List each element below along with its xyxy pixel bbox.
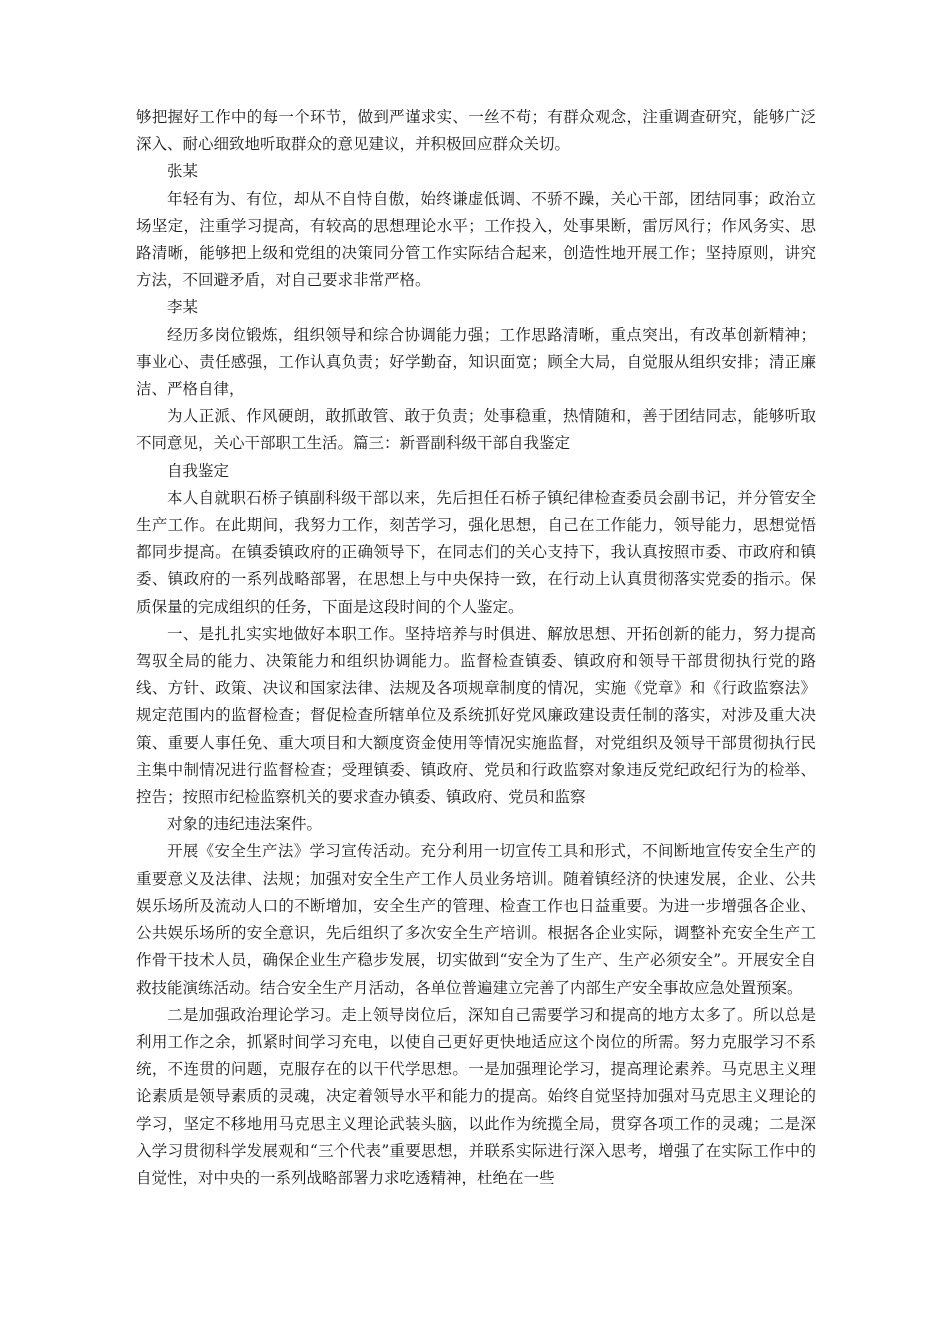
paragraph-zhang-evaluation: 年轻有为、有位，却从不自恃自傲，始终谦虚低调、不骄不躁，关心干部，团结同事；政治立场坚定，注重学习提高，有较高的思想理论水平；工作投入，处事果断，雷厉风行；作风务实、思路清晰，能够把上级和党组的决策同分管工作实际结合起来，创造性地开展工作；坚持原则，讲究方法，不回避矛盾，对自己要求非常严格。 xyxy=(136,189,816,290)
heading-name-li: 李某 xyxy=(167,298,199,317)
paragraph-section-one: 一、是扎扎实实地做好本职工作。坚持培养与时俱进、解放思想、开拓创新的能力，努力提高驾驭全局的能力、决策能力和组织协调能力。监督检查镇委、镇政府和领导干部贯彻执行党的路线、方针、政策、决议和国家法律、法规及各项规章制度的情况，实施《党章》和《行政监察法》规定范围内的监督检查；督促检查所辖单位及系统抓好党风廉政建设责任制的落实，对涉及重大决策、重要人事任免、重大项目和大额度资金使用等情况实施监督，对党组织及领导干部贯彻执行民主集中制情况进行监督检查；受理镇委、镇政府、党员和行政监察对象违反党纪政纪行为的检举、控告；按照市纪检监察机关的要求查办镇委、镇政府、党员和监察 xyxy=(136,624,816,807)
heading-self-appraisal: 自我鉴定 xyxy=(167,461,230,480)
heading-name-zhang: 张某 xyxy=(167,162,199,181)
paragraph-section-two: 二是加强政治理论学习。走上领导岗位后，深知自己需要学习和提高的地方太多了。所以总是利用工作之余，抓紧时间学习充电，以使自己更好更快地适应这个岗位的所需。努力克服学习不系统，不连贯的问题，克服存在的以干代学思想。一是加强理论学习，提高理论素养。马克思主义理论素质是领导素质的灵魂，决定着领导水平和能力的提高。始终自觉坚持加强对马克思主义理论的学习，坚定不移地用马克思主义理论武装头脑，以此作为统揽全局，贯穿各项工作的灵魂；二是深入学习贯彻科学发展观和“三个代表”重要思想，并联系实际进行深入思考，增强了在实际工作中的自觉性，对中央的一系列战略部署力求吃透精神，杜绝在一些 xyxy=(136,1005,816,1187)
paragraph-li-evaluation: 经历多岗位锻炼，组织领导和综合协调能力强；工作思路清晰，重点突出，有改革创新精神；事业心、责任感强，工作认真负责；好学勤奋，知识面宽；顾全大局，自觉服从组织安排；清正廉洁、严格自律， xyxy=(136,325,816,399)
paragraph-section-one-end: 对象的违纪违法案件。 xyxy=(167,815,323,834)
paragraph-li-evaluation-continued: 为人正派、作风硬朗，敢抓敢管、敢于负责；处事稳重，热情随和，善于团结同志，能够听取不同意见，关心干部职工生活。篇三：新晋副科级干部自我鉴定 xyxy=(136,407,816,453)
paragraph-safety-law: 开展《安全生产法》学习宣传活动。充分利用一切宣传工具和形式，不间断地宣传安全生产的重要意义及法律、法规；加强对安全生产工作人员业务培训。随着镇经济的快速发展，企业、公共娱乐场所及流动人口的不断增加，安全生产的管理、检查工作也日益重要。为进一步增强各企业、公共娱乐场所的安全意识，先后组织了多次安全生产培训。根据各企业实际，调整补充安全生产工作骨干技术人员，确保企业生产稳步发展，切实做到“安全为了生产、生产必须安全”。开展安全自救技能演练活动。结合安全生产月活动，各单位普遍建立完善了内部生产安全事故应急处置预案。 xyxy=(136,842,816,997)
document-body xyxy=(136,104,816,1192)
paragraph-continuation: 够把握好工作中的每一个环节，做到严谨求实、一丝不苟；有群众观念，注重调查研究，能够广泛深入、耐心细致地听取群众的意见建议，并积极回应群众关切。 xyxy=(136,108,816,154)
paragraph-self-appraisal-intro: 本人自就职石桥子镇副科级干部以来，先后担任石桥子镇纪律检查委员会副书记，并分管安全生产工作。在此期间，我努力工作，刻苦学习，强化思想，自己在工作能力，领导能力，思想觉悟都同步提高。在镇委镇政府的正确领导下，在同志们的关心支持下，我认真按照市委、市政府和镇委、镇政府的一系列战略部署，在思想上与中央保持一致，在行动上认真贯彻落实党委的指示。保质保量的完成组织的任务，下面是这段时间的个人鉴定。 xyxy=(136,488,816,616)
